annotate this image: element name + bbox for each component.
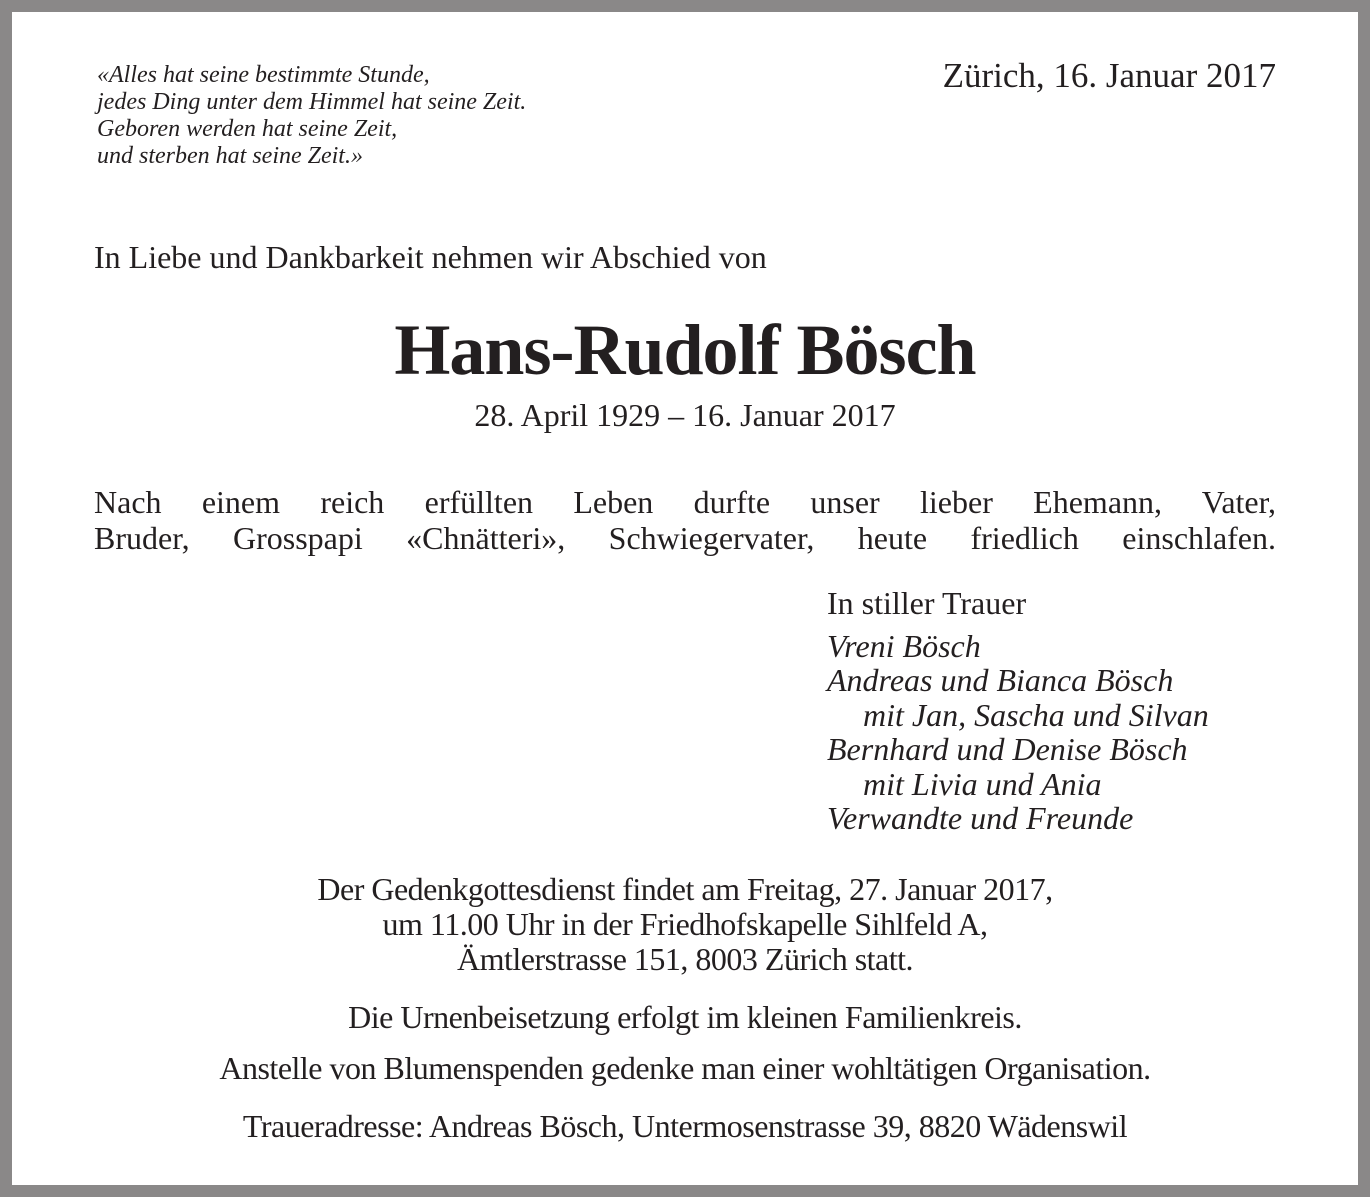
life-dates: 28. April 1929 – 16. Januar 2017 bbox=[474, 397, 896, 433]
mourner-name: Bernhard und Denise Bösch bbox=[827, 731, 1188, 767]
intro-text: In Liebe und Dankbarkeit nehmen wir Abschied von bbox=[94, 239, 767, 275]
mourner-name: Vreni Bösch bbox=[827, 627, 981, 664]
memorial-service-info bbox=[0, 872, 1370, 977]
mourning-address: Traueradresse: Andreas Bösch, Untermosenstrasse 39, 8820 Wädenswil bbox=[242, 1108, 1128, 1144]
obituary-page bbox=[12, 12, 1358, 1185]
place-and-date: Zürich, 16. Januar 2017 bbox=[942, 56, 1276, 95]
mourner-name: Andreas und Bianca Bösch bbox=[827, 662, 1174, 698]
mourners-heading: In stiller Trauer bbox=[827, 585, 1027, 621]
announcement-text bbox=[94, 484, 1276, 556]
mourner-name: mit Livia und Ania bbox=[863, 765, 1102, 802]
service-line: Ämtlerstrasse 151, 8003 Zürich statt. bbox=[456, 941, 914, 977]
urn-burial-notice: Die Urnenbeisetzung erfolgt im kleinen Familienkreis. bbox=[348, 999, 1022, 1035]
mourners-list bbox=[827, 586, 1209, 836]
mourner-name: Verwandte und Freunde bbox=[827, 800, 1134, 836]
announcement-line: Bruder, Grosspapi «Chnätteri», Schwiegervater, heute friedlich einschlafen. bbox=[94, 520, 1276, 556]
service-line: um 11.00 Uhr in der Friedhofskapelle Sihlfeld A, bbox=[382, 906, 988, 942]
service-line: Der Gedenkgottesdienst findet am Freitag, 27. Januar 2017, bbox=[317, 871, 1053, 907]
deceased-name: Hans-Rudolf Bösch bbox=[394, 310, 976, 390]
flowers-notice: Anstelle von Blumenspenden gedenke man einer wohltätigen Organisation. bbox=[219, 1050, 1151, 1086]
quote-line: «Alles hat seine bestimmte Stunde, bbox=[97, 62, 430, 88]
bible-quote bbox=[97, 62, 526, 170]
quote-line: jedes Ding unter dem Himmel hat seine Zeit. bbox=[97, 89, 527, 115]
mourner-name: mit Jan, Sascha und Silvan bbox=[863, 696, 1209, 733]
quote-line: Geboren werden hat seine Zeit, bbox=[97, 116, 398, 142]
announcement-line: Nach einem reich erfüllten Leben durfte unser lieber Ehemann, Vater, bbox=[94, 484, 1276, 520]
quote-line: und sterben hat seine Zeit.» bbox=[97, 143, 363, 169]
